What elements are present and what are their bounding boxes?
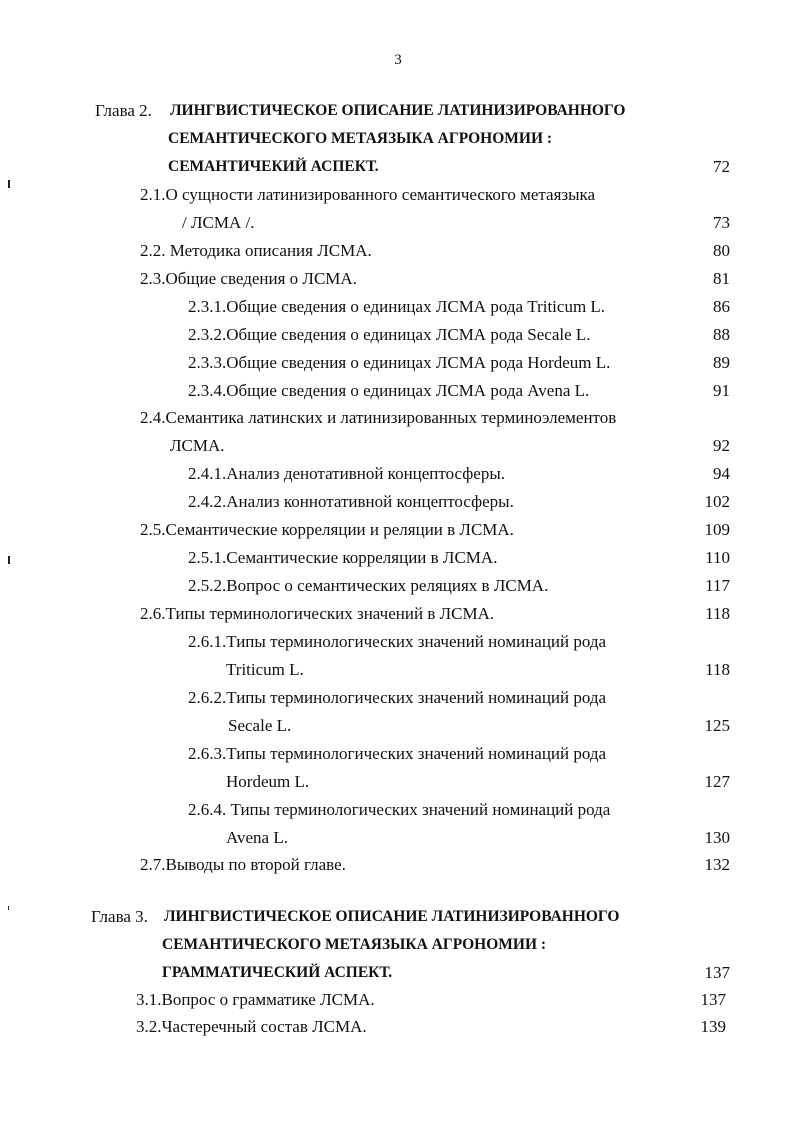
toc-entry-text: / ЛСМА /. bbox=[182, 213, 255, 232]
toc-entry-text: 2.6.4. Типы терминологических значений номинаций рода bbox=[188, 800, 611, 819]
page-ref: 137 bbox=[704, 963, 730, 982]
toc-entry-text: 3.2.Частеречный состав ЛСМА. bbox=[136, 1017, 367, 1036]
page-ref: 137 bbox=[700, 990, 726, 1009]
chapter-heading-line bbox=[0, 125, 796, 153]
toc-entry bbox=[0, 349, 796, 377]
toc-entry bbox=[0, 656, 796, 684]
page-ref: 139 bbox=[700, 1017, 726, 1036]
toc-entry-text: Hordeum L. bbox=[226, 772, 310, 791]
page-number: 3 bbox=[394, 52, 402, 68]
page-ref: 89 bbox=[713, 353, 730, 372]
toc-entry bbox=[0, 265, 796, 293]
toc-entry bbox=[0, 181, 796, 209]
toc-entry bbox=[0, 404, 796, 432]
toc-entry bbox=[0, 684, 796, 712]
toc-entry-text: 2.4.1.Анализ денотативной концептосферы. bbox=[188, 464, 506, 483]
page-ref: 86 bbox=[713, 297, 730, 316]
toc-entry bbox=[0, 600, 796, 628]
toc-entry-text: Triticum L. bbox=[226, 660, 304, 679]
toc-entry-text: 2.3.1.Общие сведения о единицах ЛСМА рода Triticum L. bbox=[188, 297, 606, 316]
toc-entry-text: ЛСМА. bbox=[170, 436, 225, 455]
page-ref: 109 bbox=[704, 520, 730, 539]
toc-entry bbox=[0, 628, 796, 656]
toc-entry-text: 2.7.Выводы по второй главе. bbox=[140, 855, 346, 874]
chapter-label: Глава 2. bbox=[95, 101, 152, 120]
page-ref: 125 bbox=[704, 716, 730, 735]
chapter-heading-line bbox=[0, 153, 796, 181]
toc-entry bbox=[0, 460, 796, 488]
page-ref: 118 bbox=[705, 604, 730, 623]
toc-entry bbox=[0, 796, 796, 824]
toc-entry-text: 2.1.О сущности латинизированного семантического метаязыка bbox=[140, 185, 596, 204]
toc-entry bbox=[0, 986, 796, 1014]
toc-entry bbox=[0, 851, 796, 879]
toc-entry-text: 2.3.2.Общие сведения о единицах ЛСМА рода Secale L. bbox=[188, 325, 591, 344]
toc-entry bbox=[0, 516, 796, 544]
chapter-title-line: СЕМАНТИЧЕСКОГО МЕТАЯЗЫКА АГРОНОМИИ : bbox=[162, 936, 547, 953]
page-ref: 72 bbox=[713, 157, 730, 176]
toc-entry-text: 2.5.Семантические корреляции и реляции в ЛСМА. bbox=[140, 520, 514, 539]
toc-entry-text: 2.4.2.Анализ коннотативной концептосферы. bbox=[188, 492, 514, 511]
toc-entry-text: 2.2. Методика описания ЛСМА. bbox=[140, 241, 372, 260]
chapter-heading-line bbox=[0, 903, 796, 931]
page-ref: 118 bbox=[705, 660, 730, 679]
page-ref: 73 bbox=[713, 213, 730, 232]
chapter-heading-line bbox=[0, 959, 796, 987]
toc-entry bbox=[0, 768, 796, 796]
chapter-heading-line bbox=[0, 97, 796, 125]
toc-entry-text: 2.4.Семантика латинских и латинизированных терминоэлементов bbox=[140, 408, 617, 427]
toc-entry bbox=[0, 377, 796, 405]
page-ref: 132 bbox=[704, 855, 730, 874]
toc-entry-text: 3.1.Вопрос о грамматике ЛСМА. bbox=[136, 990, 375, 1009]
page-ref: 80 bbox=[713, 241, 730, 260]
toc-entry-text: 2.5.1.Семантические корреляции в ЛСМА. bbox=[188, 548, 498, 567]
toc-entry bbox=[0, 740, 796, 768]
page-ref: 102 bbox=[704, 492, 730, 511]
chapter-title-line: ЛИНГВИСТИЧЕСКОЕ ОПИСАНИЕ ЛАТИНИЗИРОВАННОГО bbox=[164, 908, 620, 925]
chapter-title-line: ЛИНГВИСТИЧЕСКОЕ ОПИСАНИЕ ЛАТИНИЗИРОВАННОГО bbox=[170, 102, 626, 119]
toc-entry-text: 2.6.3.Типы терминологических значений номинаций рода bbox=[188, 744, 607, 763]
toc-entry bbox=[0, 321, 796, 349]
page-ref: 81 bbox=[713, 269, 730, 288]
toc-entry bbox=[0, 712, 796, 740]
chapter-heading-line bbox=[0, 931, 796, 959]
toc-entry bbox=[0, 544, 796, 572]
page-ref: 92 bbox=[713, 436, 730, 455]
chapter-label: Глава 3. bbox=[91, 907, 148, 926]
toc-entry-text: 2.3.Общие сведения о ЛСМА. bbox=[140, 269, 357, 288]
page-ref: 130 bbox=[704, 828, 730, 847]
toc-entry bbox=[0, 432, 796, 460]
toc-entry bbox=[0, 293, 796, 321]
toc-entry bbox=[0, 488, 796, 516]
page-ref: 110 bbox=[705, 548, 730, 567]
chapter-title-line: СЕМАНТИЧЕСКОГО МЕТАЯЗЫКА АГРОНОМИИ : bbox=[168, 130, 553, 147]
toc-entry bbox=[0, 572, 796, 600]
page-ref: 117 bbox=[705, 576, 730, 595]
toc-entry bbox=[0, 209, 796, 237]
toc-entry-text: 2.3.3.Общие сведения о единицах ЛСМА рода Hordeum L. bbox=[188, 353, 611, 372]
page-ref: 91 bbox=[713, 381, 730, 400]
chapter-title-line: ГРАММАТИЧЕСКИЙ АСПЕКТ. bbox=[162, 964, 393, 981]
toc-entry-text: 2.6.1.Типы терминологических значений номинаций рода bbox=[188, 632, 607, 651]
page-ref: 88 bbox=[713, 325, 730, 344]
toc-entry-text: 2.6.Типы терминологических значений в ЛСМА. bbox=[140, 604, 495, 623]
toc-entry-text: 2.3.4.Общие сведения о единицах ЛСМА рода Avena L. bbox=[188, 381, 590, 400]
toc-entry bbox=[0, 824, 796, 852]
toc-entry-text: Secale L. bbox=[228, 716, 292, 735]
toc-entry bbox=[0, 1013, 796, 1041]
toc-entry bbox=[0, 237, 796, 265]
toc-entry-text: 2.5.2.Вопрос о семантических реляциях в ЛСМА. bbox=[188, 576, 549, 595]
toc-entry-text: Avena L. bbox=[226, 828, 288, 847]
chapter-title-line: СЕМАНТИЧЕКИЙ АСПЕКТ. bbox=[168, 158, 379, 175]
page-ref: 127 bbox=[704, 772, 730, 791]
toc-entry-text: 2.6.2.Типы терминологических значений номинаций рода bbox=[188, 688, 607, 707]
page-ref: 94 bbox=[713, 464, 730, 483]
